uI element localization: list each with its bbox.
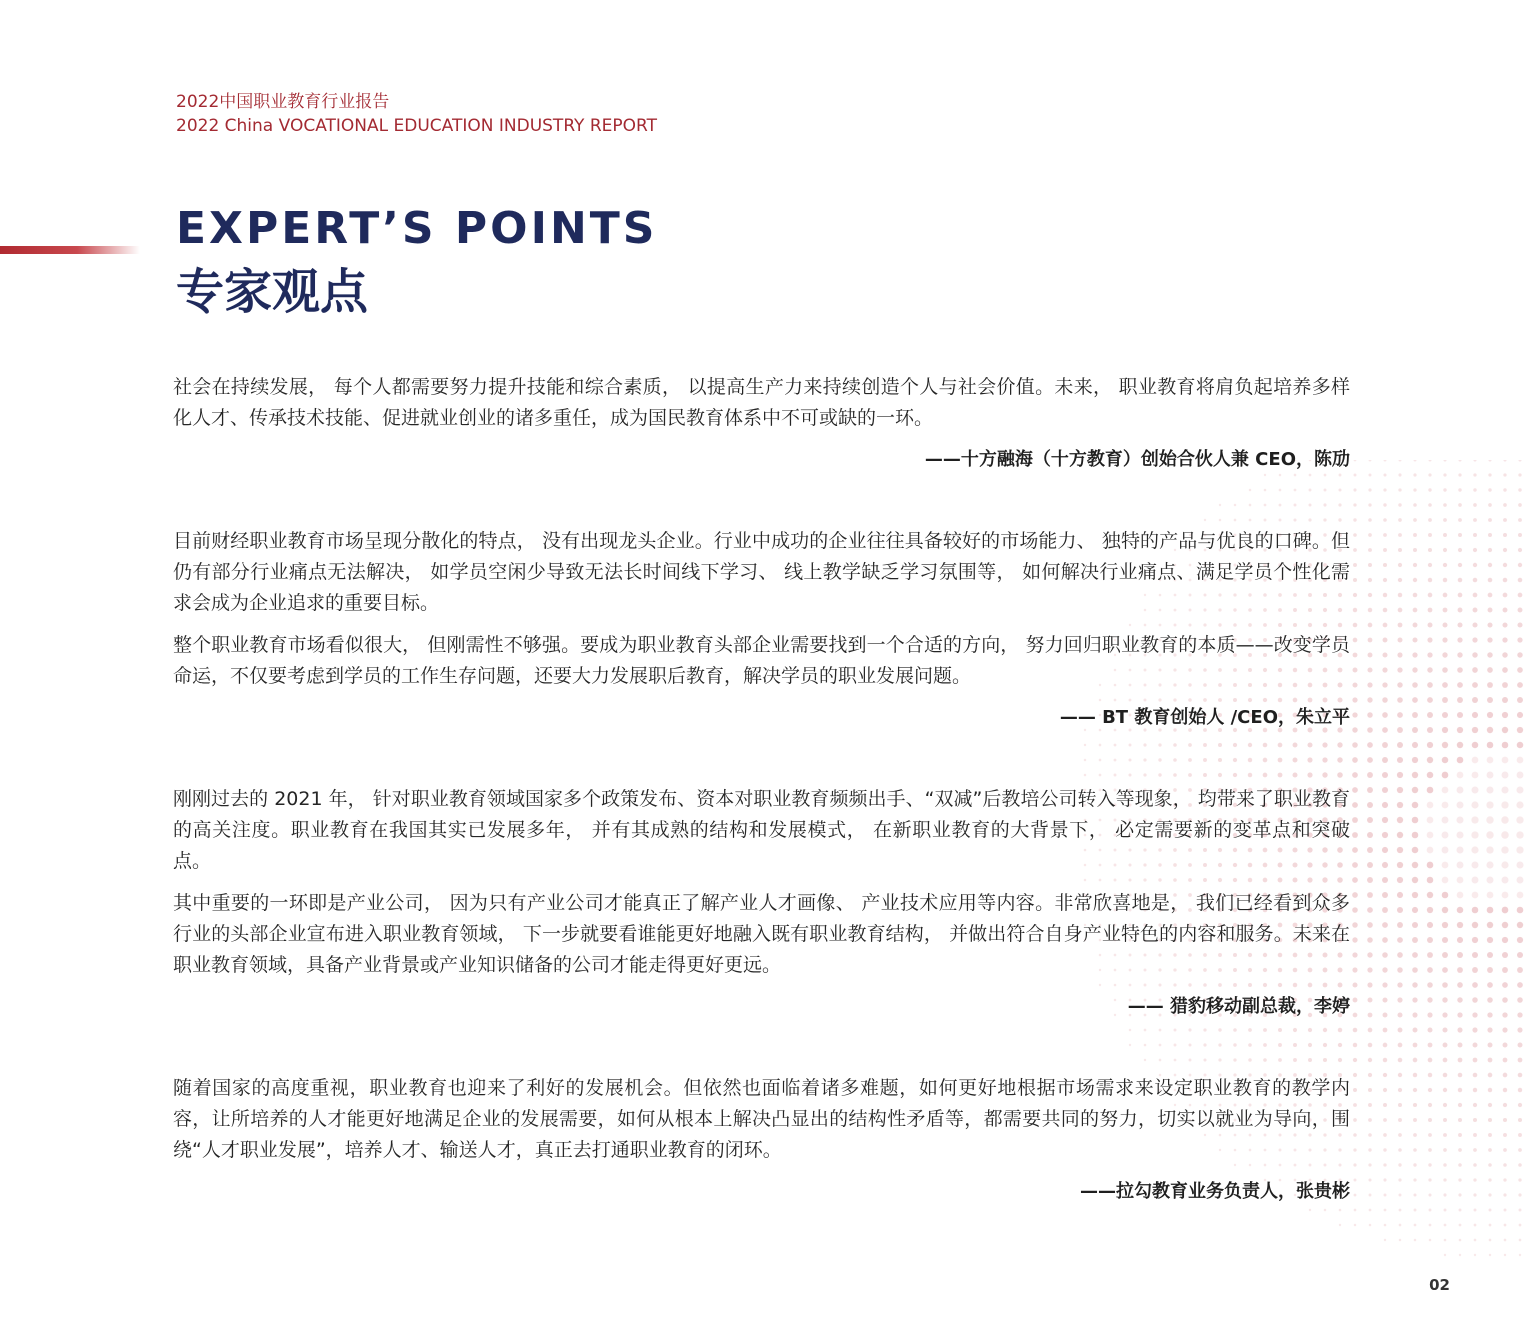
quote-author: —— 猎豹移动副总裁，李婷 <box>1127 996 1350 1017</box>
title-accent-bar <box>0 246 140 254</box>
page-title-zh: 专家观点 <box>176 264 369 320</box>
quote-block <box>173 372 1350 474</box>
report-title-en: 2022 China VOCATIONAL EDUCATION INDUSTRY REPORT <box>176 116 657 136</box>
quote-paragraph: 目前财经职业教育市场呈现分散化的特点， 没有出现龙头企业。行业中成功的企业往往具备较好的市场能力、 独特的产品与优良的口碑。但仍有部分行业痛点无法解决， 如学员空闲少导致无法长时间线下学习、 线上教学缺乏学习氛围等， 如何解决行业痛点、满足学员个性化需求会成为企业追求的重要目标。 <box>173 530 1350 614</box>
expert-quotes <box>173 372 1350 1206</box>
quote-paragraph: 其中重要的一环即是产业公司， 因为只有产业公司才能真正了解产业人才画像、 产业技术应用等内容。非常欣喜地是， 我们已经看到众多行业的头部企业宣布进入职业教育领域， 下一步就要看谁能更好地融入既有职业教育结构， 并做出符合自身产业特色的内容和服务。未来在职业教育领域，具备产业背景或产业知识储备的公司才能走得更好更远。 <box>173 892 1350 976</box>
quote-author: ——十方融海（十方教育）创始合伙人兼 CEO，陈劢 <box>924 449 1350 470</box>
page-title-en: EXPERT’S POINTS <box>176 203 658 254</box>
quote-paragraph: 随着国家的高度重视，职业教育也迎来了利好的发展机会。但依然也面临着诸多难题，如何更好地根据市场需求来设定职业教育的教学内容，让所培养的人才能更好地满足企业的发展需要，如何从根本上解决凸显出的结构性矛盾等，都需要共同的努力，切实以就业为导向，围绕“人才职业发展”，培养人才、输送人才，真正去打通职业教育的闭环。 <box>173 1077 1350 1161</box>
quote-paragraph: 刚刚过去的 2021 年， 针对职业教育领域国家多个政策发布、资本对职业教育频频出手、“双减”后教培公司转入等现象， 均带来了职业教育的高关注度。职业教育在我国其实已发展多年， 并有其成熟的结构和发展模式， 在新职业教育的大背景下， 必定需要新的变革点和突破点。 <box>173 788 1350 872</box>
page-number: 02 <box>1429 1276 1450 1294</box>
quote-author: —— BT 教育创始人 /CEO，朱立平 <box>1059 707 1350 728</box>
quote-paragraph: 整个职业教育市场看似很大， 但刚需性不够强。要成为职业教育头部企业需要找到一个合适的方向， 努力回归职业教育的本质——改变学员命运，不仅要考虑到学员的工作生存问题，还要大力发展职后教育，解决学员的职业发展问题。 <box>173 634 1350 687</box>
quote-block <box>173 784 1350 1021</box>
quote-author: ——拉勾教育业务负责人，张贵彬 <box>1080 1181 1350 1202</box>
quote-block <box>173 1073 1350 1206</box>
quote-block <box>173 526 1350 732</box>
quote-paragraph: 社会在持续发展， 每个人都需要努力提升技能和综合素质， 以提高生产力来持续创造个人与社会价值。未来， 职业教育将肩负起培养多样化人才、传承技术技能、促进就业创业的诸多重任，成为国民教育体系中不可或缺的一环。 <box>173 376 1350 429</box>
report-title-zh: 2022中国职业教育行业报告 <box>176 92 390 112</box>
report-header <box>176 90 657 138</box>
